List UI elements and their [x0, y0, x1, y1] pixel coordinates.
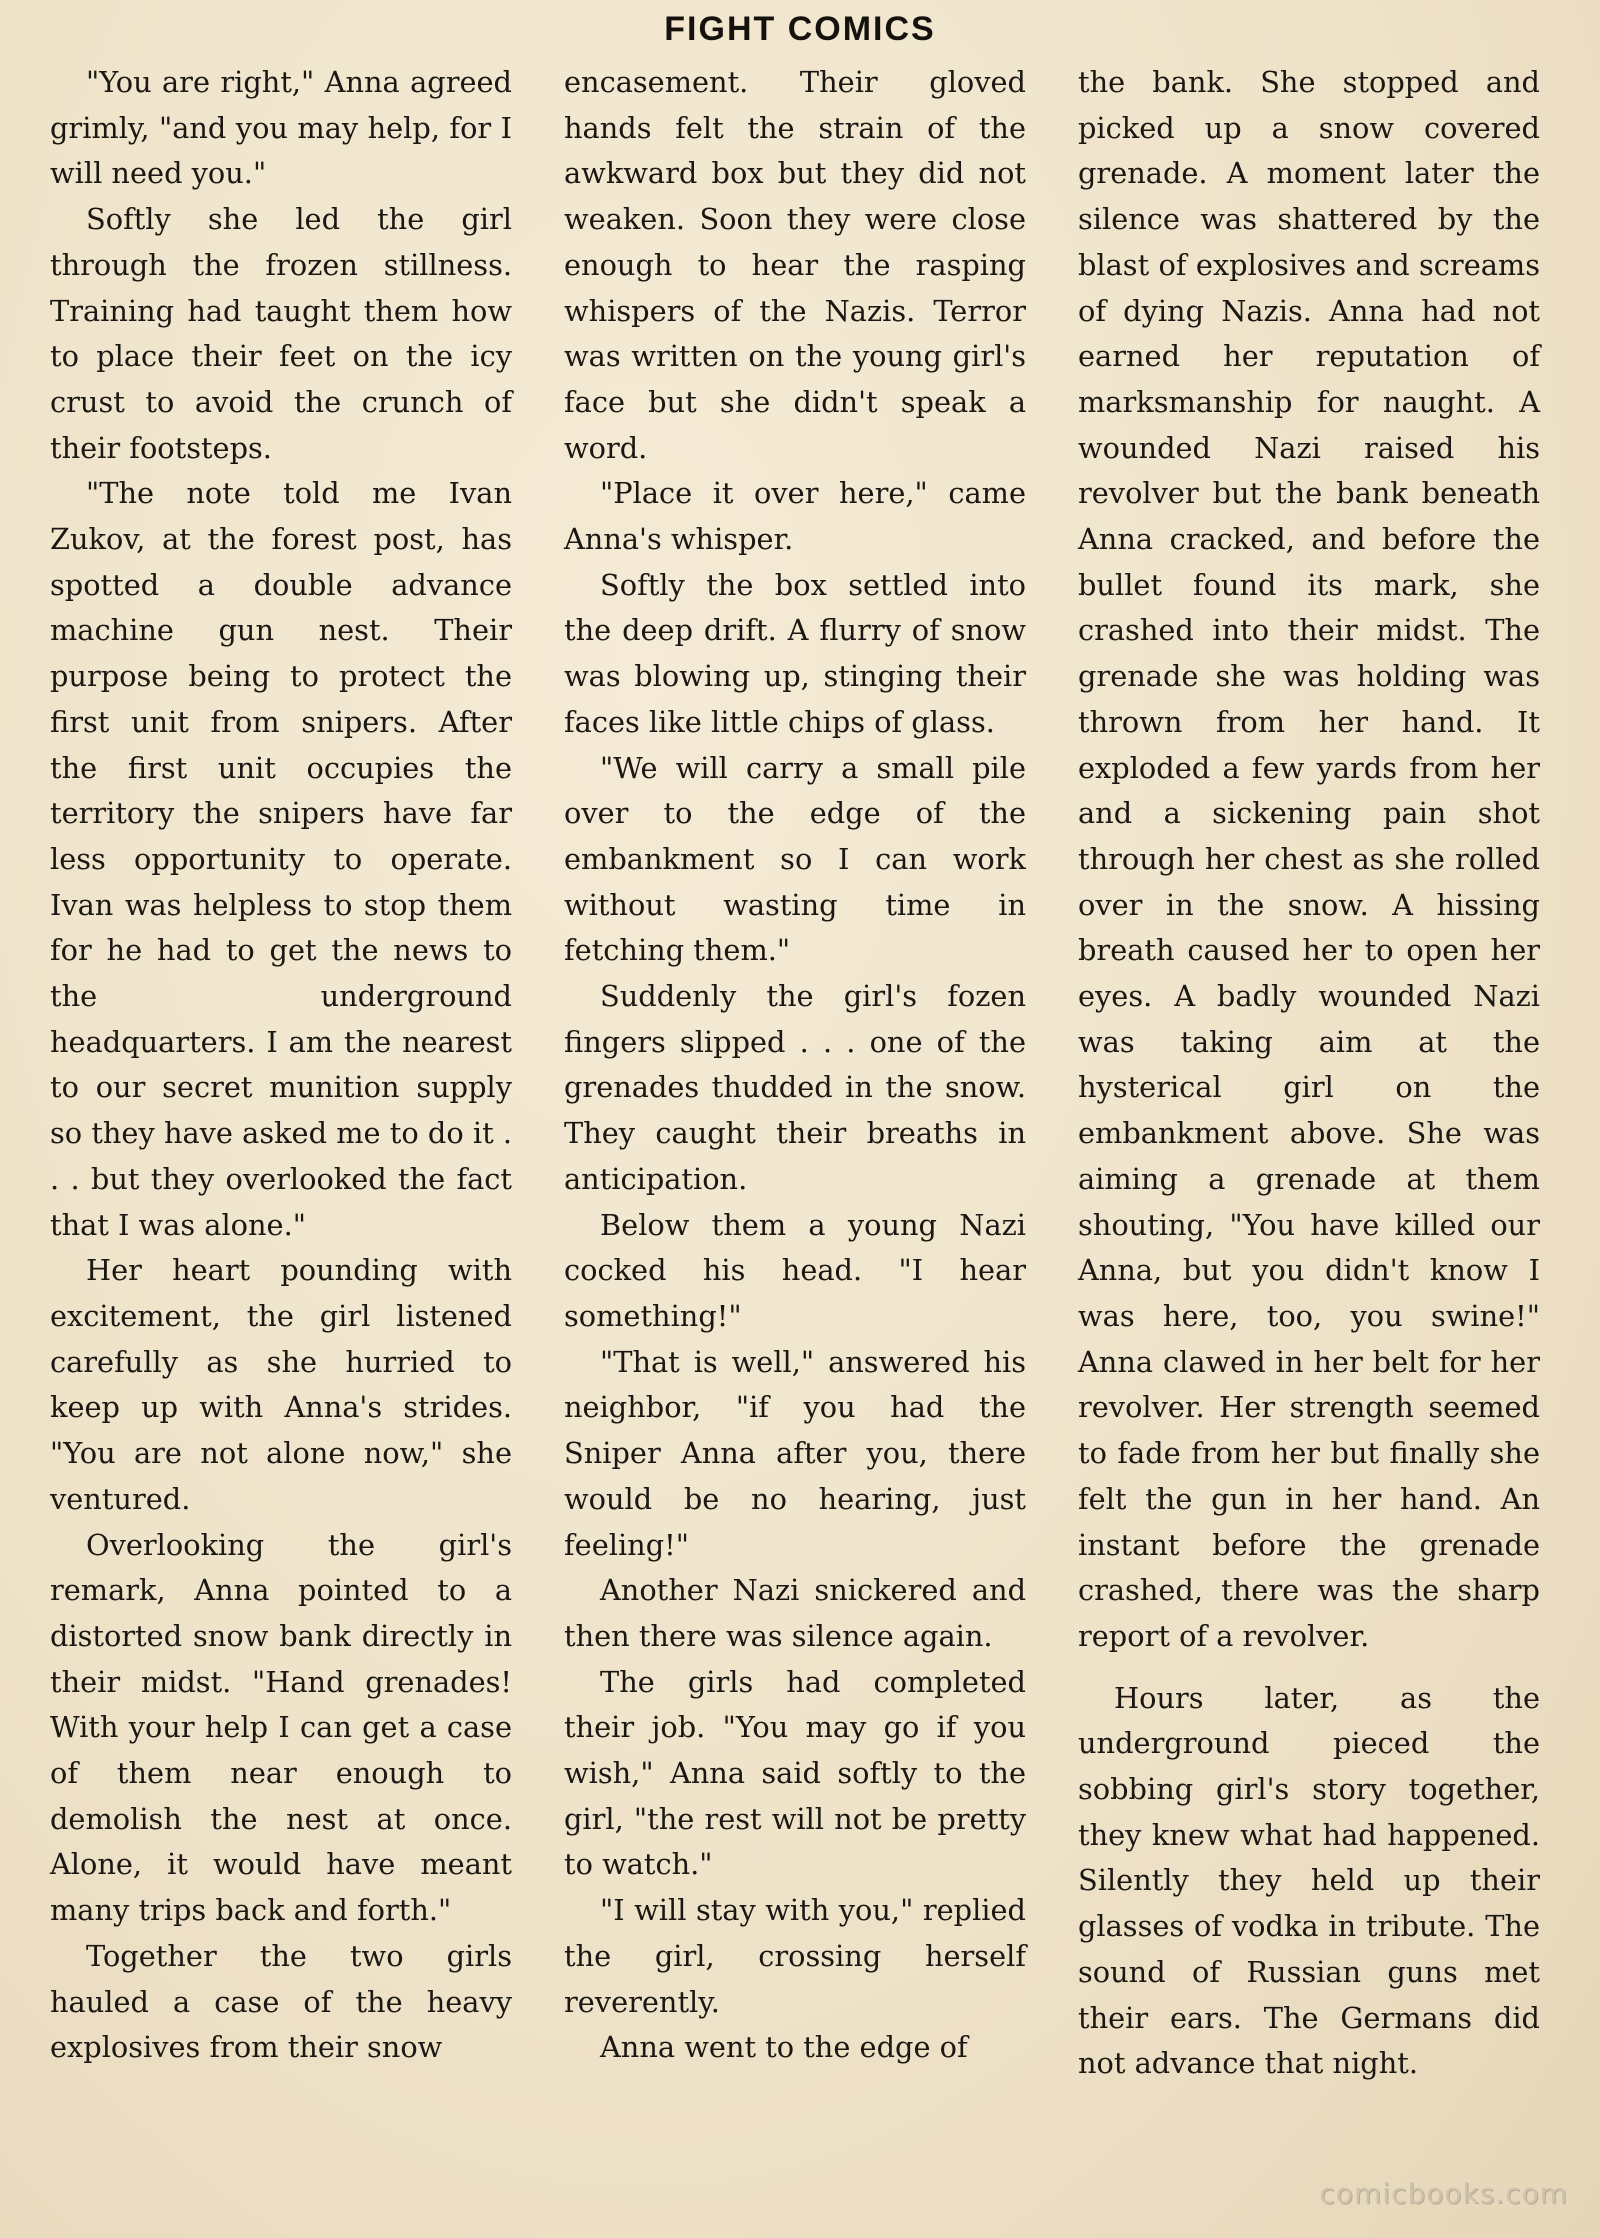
paragraph: Softly she led the girl through the frozen stillness. Training had taught them how to place their feet on the icy crust to avoid the crunch of their footsteps. — [50, 202, 512, 465]
paragraph: Below them a young Nazi cocked his head. "I hear something!" — [564, 1207, 1026, 1333]
paragraph: Another Nazi snickered and then there was silence again. — [564, 1573, 1026, 1653]
watermark-text: comicbooks.com — [1319, 2177, 1568, 2210]
paragraph: Anna went to the edge of — [600, 2030, 968, 2065]
paragraph: Her heart pounding with excitement, the girl listened carefully as she hurried to keep up with Anna's strides. "You are not alone now," she ventured. — [50, 1253, 512, 1516]
paragraph: "That is well," answered his neighbor, "if you had the Sniper Anna after you, there would be no hearing, just feeling!" — [564, 1344, 1026, 1562]
story-column-1 — [50, 60, 512, 2180]
paragraph: "Place it over here," came Anna's whisper. — [564, 476, 1026, 557]
paragraph: Softly the box settled into the deep drift. A flurry of snow was blowing up, stinging their faces like little chips of glass. — [564, 567, 1026, 739]
story-column-3 — [1078, 60, 1540, 2180]
paragraph: encasement. Their gloved hands felt the strain of the awkward box but they did not weaken. Soon they were close enough to hear the rasping whispers of the Nazis. Terror was written on the young girl's face but she didn't speak a word. — [564, 65, 1026, 465]
paragraph: Together the two girls hauled a case of the heavy explosives from their snow — [50, 1938, 512, 2065]
paragraph: the bank. She stopped and picked up a snow covered grenade. A moment later the silence was shattered by the blast of explosives and screams of dying Nazis. Anna had not earned her reputation of marksmanship for naught. A wounded Nazi raised his revolver but the bank beneath Anna cracked, and before the bullet found its mark, she crashed into their midst. The grenade she was holding was thrown from her hand. It exploded a few yards from her and a sickening pain shot through her chest as she rolled over in the snow. A hissing breath caused her to open her eyes. A badly wounded Nazi was taking aim at the hysterical girl on the embankment above. She was aiming a grenade at them shouting, "You have killed our Anna, but you didn't know I was here, too, you swine!" Anna clawed in her belt for her revolver. Her strength seemed to fade from her but finally she felt the gun in her hand. An instant before the grenade crashed, there was the sharp report of a revolver. — [1078, 65, 1540, 1653]
paragraph: The girls had completed their job. "You may go if you wish," Anna said softly to the girl, "the rest will not be pretty to watch." — [564, 1664, 1026, 1882]
paragraph: "I will stay with you," replied the girl, crossing herself reverently. — [564, 1893, 1026, 2019]
paragraph: "We will carry a small pile over to the edge of the embankment so I can work without wasting time in fetching them." — [564, 750, 1026, 968]
paragraph: "You are right," Anna agreed grimly, "and you may help, for I will need you." — [50, 65, 512, 191]
paragraph: "The note told me Ivan Zukov, at the forest post, has spotted a double advance machine gun nest. Their purpose being to protect the first unit from snipers. After the first unit occupies the territory the snipers have far less opportunity to operate. Ivan was helpless to stop them for he had to get the news to the underground headquarters. I am the nearest to our secret munition supply so they have asked me to do it . . . but they overlooked the fact that I was alone." — [50, 476, 512, 1242]
page-header-title: FIGHT COMICS — [664, 10, 936, 48]
story-columns — [50, 60, 1540, 2180]
story-column-2 — [564, 60, 1026, 2180]
paragraph: Hours later, as the underground pieced the sobbing girl's story together, they knew what had happened. Silently they held up their glasses of vodka in tribute. The sound of Russian guns met their ears. The Germans did not advance that night. — [1078, 1680, 1540, 2081]
paragraph: Overlooking the girl's remark, Anna pointed to a distorted snow bank directly in their midst. "Hand grenades! With your help I can get a case of them near enough to demolish the nest at once. Alone, it would have meant many trips back and forth." — [50, 1527, 512, 1928]
paragraph: Suddenly the girl's fozen fingers slipped . . . one of the grenades thudded in the snow. They caught their breaths in anticipation. — [564, 979, 1026, 1196]
